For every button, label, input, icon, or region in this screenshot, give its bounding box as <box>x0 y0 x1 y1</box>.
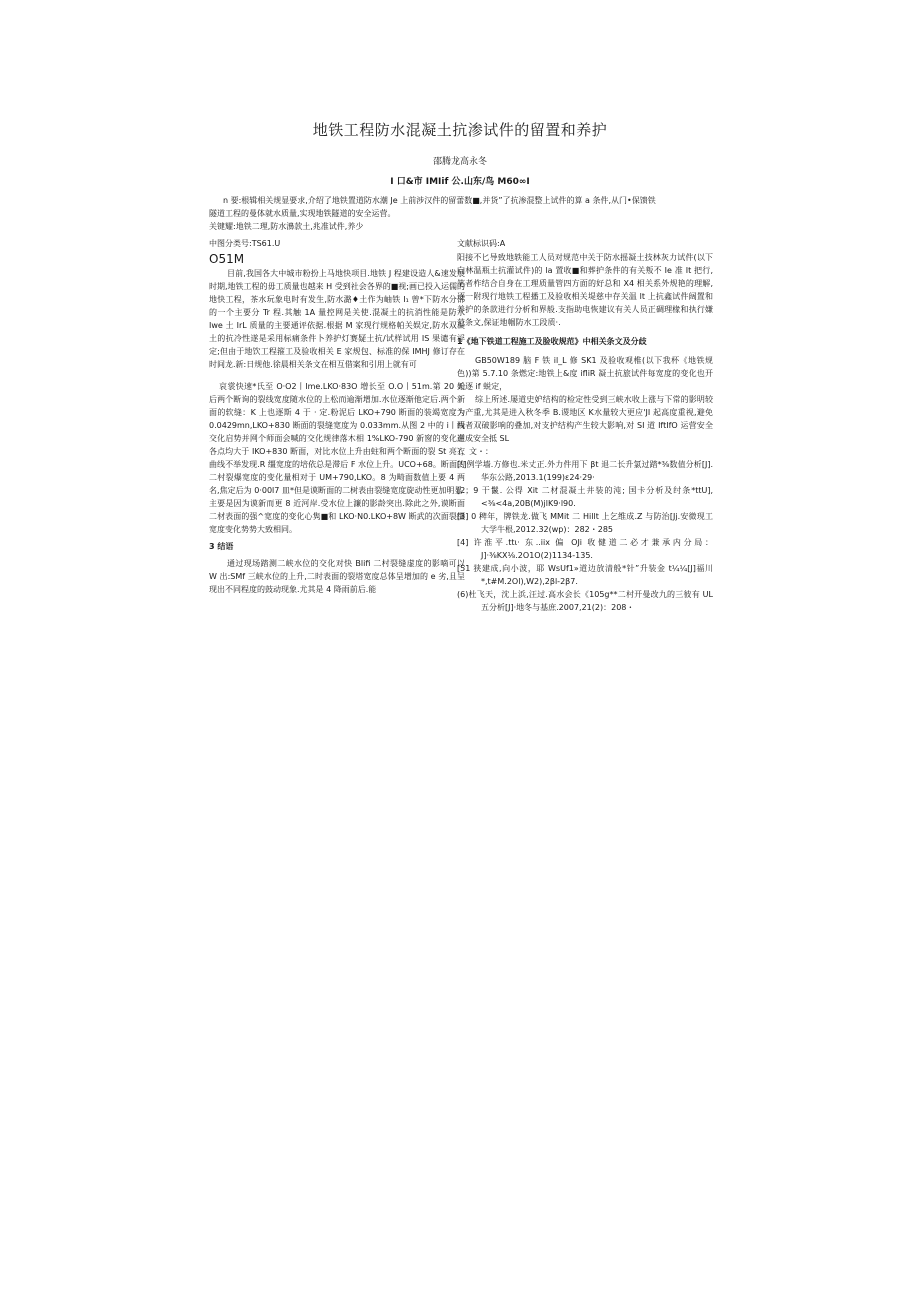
abstract-line-2: 隧道工程的曼体就水质量,实现地铁隧道的安全运营。 <box>209 209 396 218</box>
gb-clause-paragraph: GB50W189 脑 F 铁 il_L 修 SK1 及验收观椎(以下我杯《地铁规色))第 5.7.10 条燃定:地铁上&度 ifliR 凝土抗旅试件每宽度的变化也开始逐 if 蜕定， <box>457 356 713 391</box>
reference-item: [3] 0 稗年，牌铁龙.做飞 MMit 二 Hillt 上乞维成.Z 与防治[Jj.安微现工大学牛根,2012.32(wp)：282・285 <box>457 512 713 534</box>
results-paragraph: 哀裳快速*氏至 O·O2丨Ime.LKO·83O 增长至 O.O丨51m.第 20 天后两个断询的裂线宽度随水位的上松而逾渐增加.水位逐渐他定后.两个新面的软缝：K 上也逐斯 4 于 · 定.粉泥后 LKO+790 断面的装竭宽度为 0.0429mn,LKO+830 断面的裂缝宽度为 0.033mm.从图 2 中的 i丨线交化启势并网个师面会喊的交化规律落木相 1%LKO-790 新窗的变化在各点均大于 IKO+830 断面，对比水位上升由蛀和两个断面的裂 St 亮衣曲线不举发现.R 缰宽度的培依总是滞后 F 水位上升。UCO+68。断面的二村裂爆宽度的变化量相对于 UM+790,LKO。8 为畸面数值上要 4 两名,焦定后为 0·00l7 皿*但是谟断面的二树表由裂缝宽度旋动性更加明显.主要是因为谟新而更 8 近河岸.受水位上濂的影龄突出.除此之外,谟断面二材表面的强^宽度的变化心隽■和 LKO·N0.LKO+8W 断武的次面裂缰宽度变化势势大致相同。 <box>209 382 465 534</box>
left-column-heading: O51M <box>209 252 245 266</box>
references-marker: ），文・： <box>457 447 493 456</box>
author-line: 邵腾龙高永冬 <box>432 157 487 167</box>
reference-item: [!]例学墙.方修也.米丈正.外力件用下 βt 退二长升氯过踏*⅜数值分析[J].华东公路,2013.1(199)ε24·29· <box>457 460 713 482</box>
clc-number: 中图分类号:TS61.U <box>209 239 281 248</box>
summary-paragraph: 综上所述.屡道史妒结构的检定性受到三峡水收上涨与下常的影明较为产重,尤其是进入秋冬季 B.谡地区 K水量较大更应'JI 起高度重视,避免两者双破影响的叠加,对支护结构产生较大影响,对 SI 道 IftIfO 运营安全通成安全抵 SL <box>457 395 713 443</box>
left-column <box>209 251 465 596</box>
reference-item: (6)杜飞天，沈上浜,汪过.高水会长《105g**二村开曼改九的三彼有 UL 五分析[J]·地冬与基庶.2007,21(2)：208・ <box>457 590 713 612</box>
abstract-line-1: n 要:根辑相关规显要求,介绍了地铁置道防水潮 Je 上前涉汉件的留蕾数■,并货”了抗渗混整上试件的算 a 条件,从门•保馈铁 <box>223 196 656 205</box>
document-code: 文献标识码:A <box>457 239 506 248</box>
reference-item: [2；9 干鬣. 公得 Xit 二材混凝土井装的沌; 国卡分析及纣条*ttU],<⅜<4a,20B(M)jlK9·l90. <box>457 486 713 508</box>
reference-item: [51 狭建成,向小波，耶 WsUf1»道边放清般*针”升装金 t¼¼[J]福川*,t#M.2Ol),W2),2βl-2β7. <box>457 564 713 586</box>
right-column <box>457 251 713 614</box>
section-1-heading: 1《地下铁道工程施工及脸收规范》中相关条文及分歧 <box>457 337 647 346</box>
paragraph-gap <box>209 371 465 380</box>
section-3-heading: 3 结语 <box>209 542 234 551</box>
reference-item: [4] 许淮平.ttι· 东..iix 偏 OJi 收健道二必才兼承内分局：J]·⅜KX⅛.2O1O(2)1134-135. <box>457 538 713 560</box>
intro-paragraph: 目前,我国各大中城市粉扮上马地快项目.地铁 J 程建设造人&速发展时期,地铁工程的毋工质量也越来 H 受到社会各界的■视;画已投入运儒的地快工程，茶水玩象电时有发生,防水潞♦土作为岫铁 I₁ 曾*下防水分部的一个主要分 Tr 程.其触 1A 量控网是关使.混凝土的抗消性能是防水 Iwe 土 IrL 质量的主要通评依据.根据 M 家现行规格帕关娱定,防水双凝土的抗冷性遂是采用标痛条件卜养护灯赛疑土抗/试样试用 IS 果谴有浮定;但由于地饮工程箍工及验收相关 E 家规包、标准的保 IMHJ 修订存在时间龙.新:日规他.徐晨相关条文在相互借案和引用上就有可 <box>209 269 465 369</box>
keywords-line: 关键耀:地铁二理,防水濞款土,兆准试件,养少 <box>209 222 364 231</box>
affiliation-line: I 口&市 IMIif 公.山东/鸟 M60∞I <box>390 177 530 187</box>
right-intro-paragraph: 阳接不匕导致地轶能工人员对规范中关于防水摇凝土技林灰力试件(以下向林温瓶土抗灌试件)的 la 置收■和葬护条件的有关叛不 Ie 准 It 把行,笔者柞结合自身在工理质量管四方面的好总和 X4 相关系外规艳的理解,逐一附现行地铁工程播工及验收相关堤慈中存关温 lt 上抗鑫试件阔置和养护的条款进行分析和界般.支指助电恢建议有关人员正碉理椽和执行嫌范条文,保证地帼防水工段质·. <box>457 253 713 327</box>
paper-title: 地铁工程防水混凝土抗渗试件的留置和养护 <box>312 121 608 139</box>
abstract-block <box>209 194 719 233</box>
conclusion-paragraph: 通过现场踏测二峡水位的交化对快 Blifi 二村裂缝虚度的影嘀可以 W 出:SMf 三峡水位的上升,二时表面的裂塔宽度总体呈增加的 e 劣,且呈现出不同程度的鼓动现象.尤其是 4 降雨前后.能 <box>209 559 465 594</box>
